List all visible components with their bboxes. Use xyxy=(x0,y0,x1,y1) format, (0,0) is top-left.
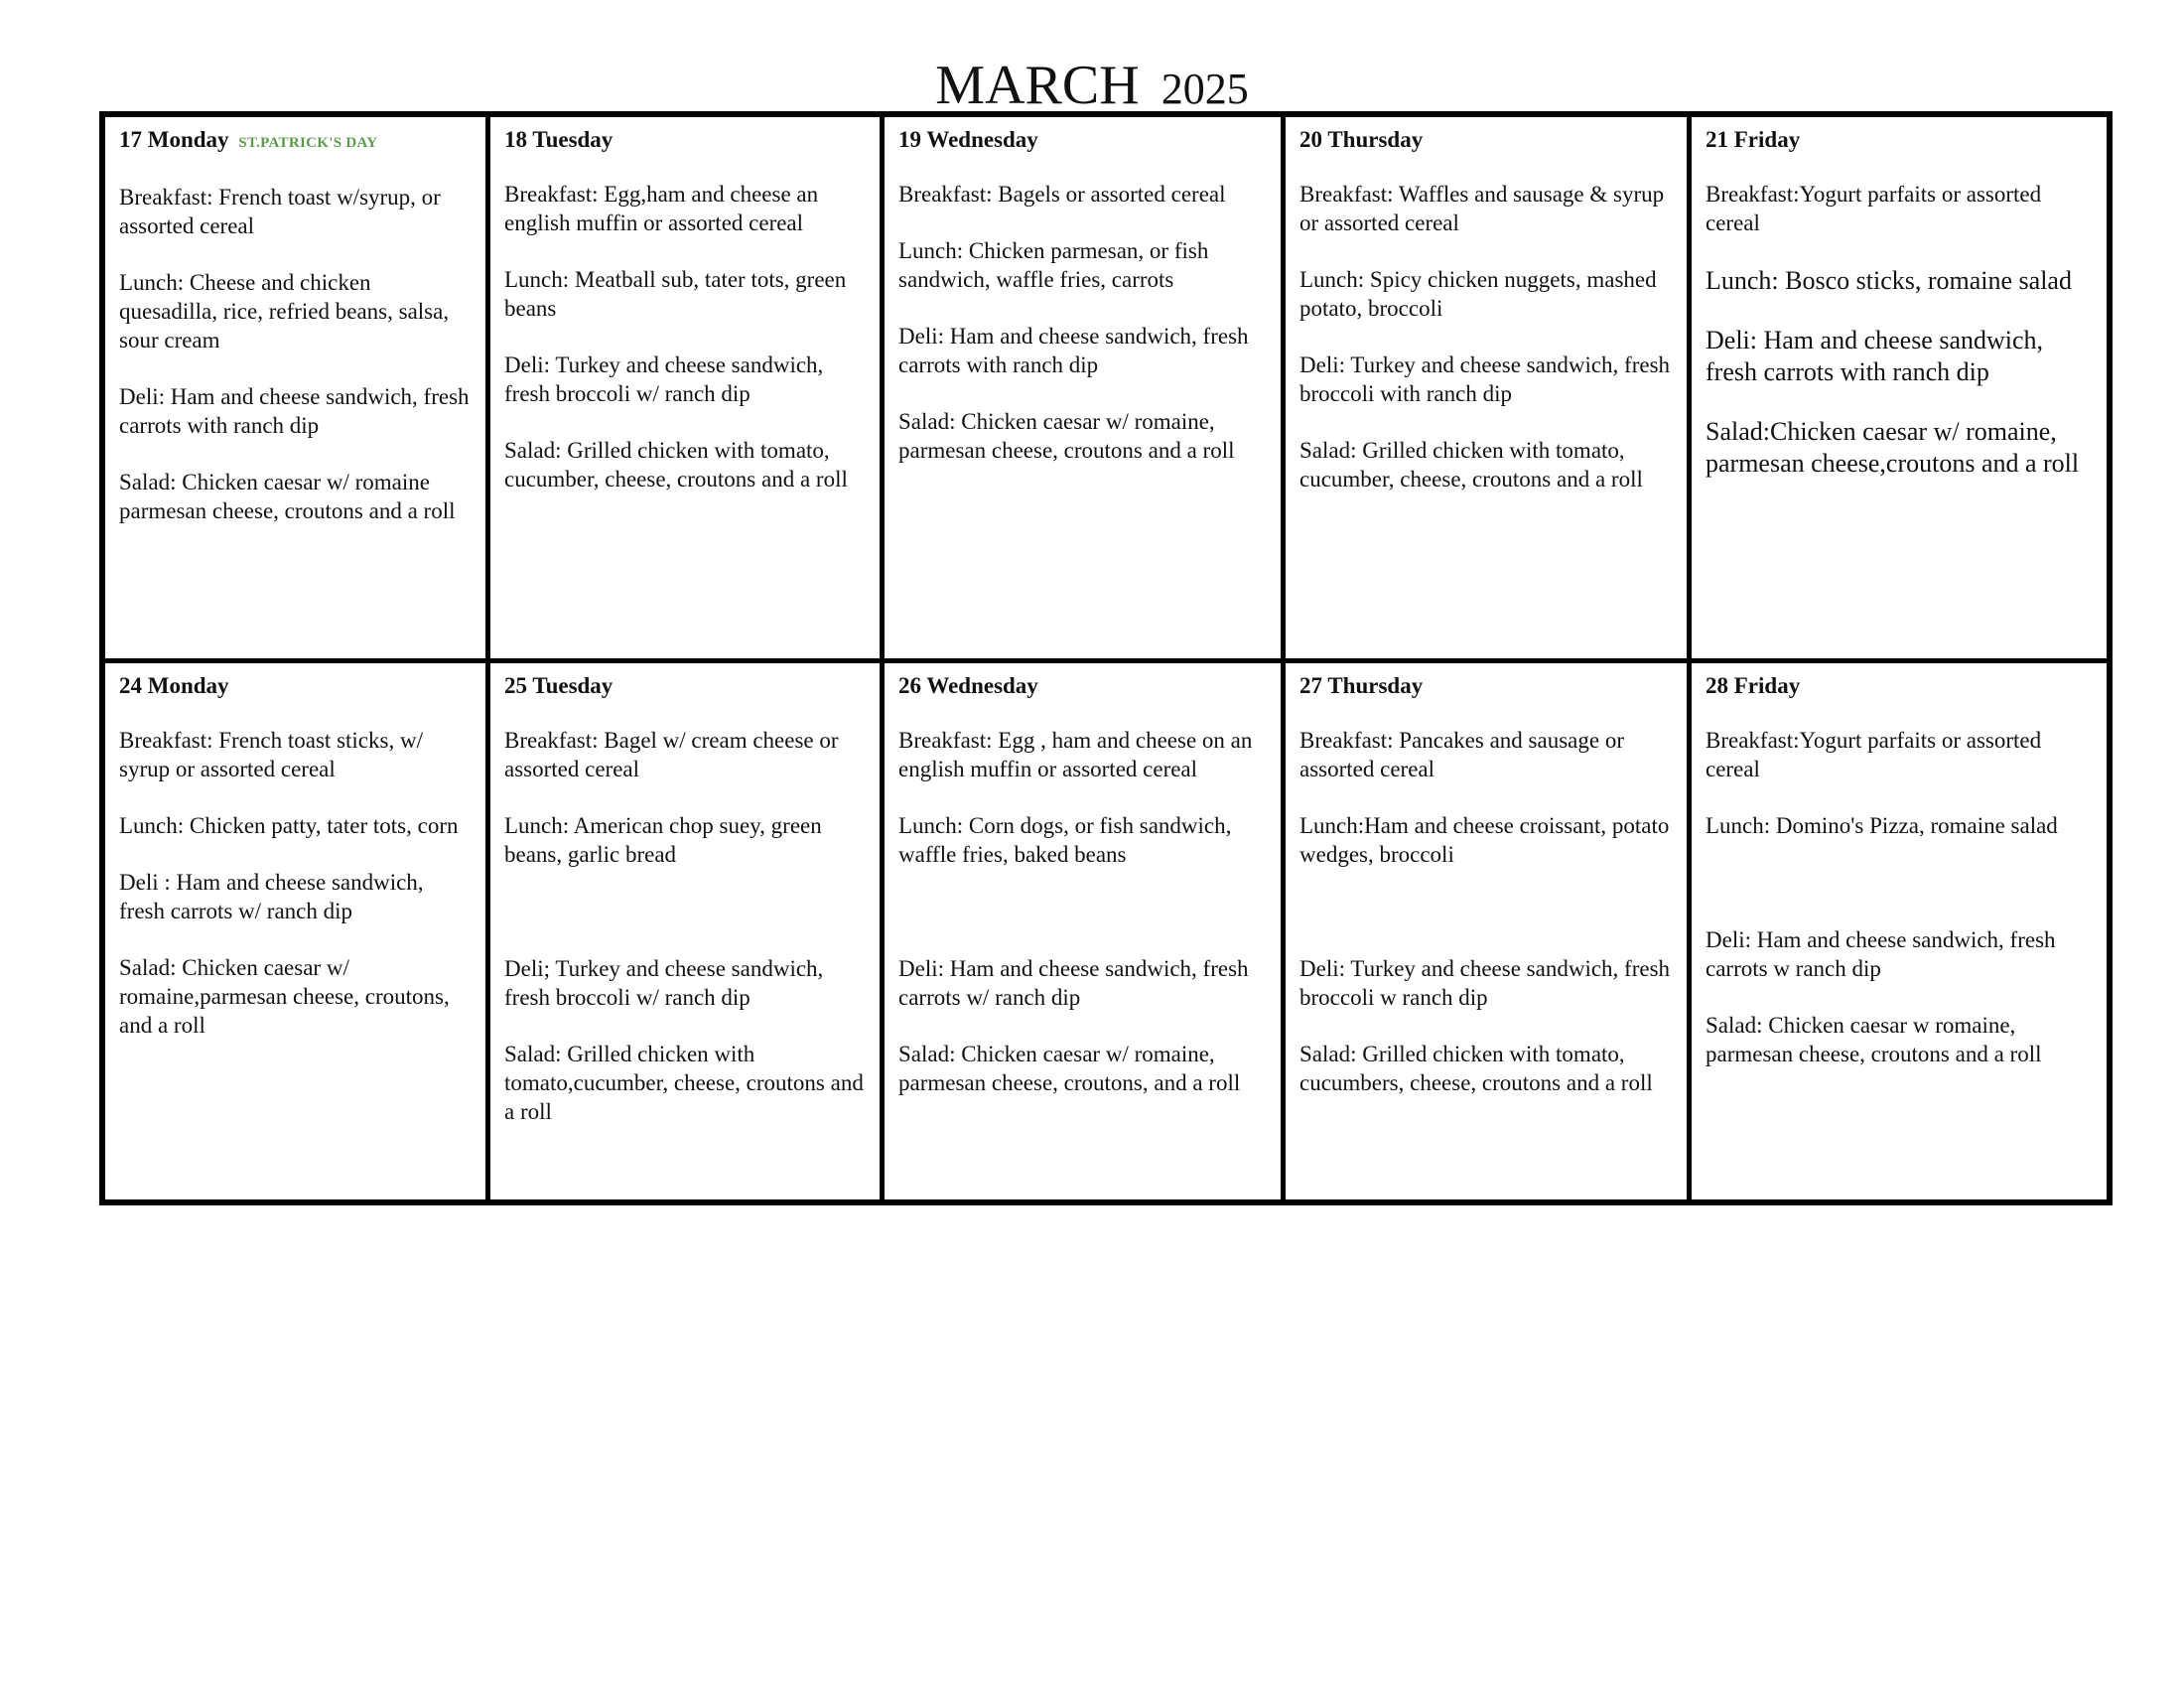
deli-text: Deli: Turkey and cheese sandwich, fresh broccoli with ranch dip xyxy=(1299,352,1671,406)
salad-text: Salad: Chicken caesar w/ romaine, parmesan cheese, croutons, and a roll xyxy=(898,1042,1241,1095)
day-header xyxy=(898,125,1267,155)
breakfast-text: Breakfast: Pancakes and sausage or assorted cereal xyxy=(1299,728,1624,781)
lunch-text: Lunch: Chicken patty, tater tots, corn xyxy=(119,813,459,838)
lunch-text: Lunch: Bosco sticks, romaine salad xyxy=(1706,266,2072,295)
day-cell-27 xyxy=(1286,663,1692,1199)
lunch-text: Lunch: Chicken parmesan, or fish sandwich, waffle fries, carrots xyxy=(898,238,1209,292)
deli-text: Deli: Ham and cheese sandwich, fresh carrots with ranch dip xyxy=(119,384,470,438)
spacer xyxy=(1706,868,2093,925)
title-year: 2025 xyxy=(1160,65,1249,113)
holiday-note: ST.PATRICK'S DAY xyxy=(238,135,378,151)
day-cell-20 xyxy=(1286,117,1692,663)
day-header xyxy=(119,671,472,701)
lunch-text: Lunch: American chop suey, green beans, garlic bread xyxy=(504,813,822,867)
day-label: 19 Wednesday xyxy=(898,127,1038,152)
breakfast-text: Breakfast: Bagels or assorted cereal xyxy=(898,182,1226,207)
deli-text: Deli: Ham and cheese sandwich, fresh carrots w ranch dip xyxy=(1706,927,2056,981)
day-cell-28 xyxy=(1692,663,2107,1199)
breakfast-text: Breakfast:Yogurt parfaits or assorted cereal xyxy=(1706,182,2042,235)
day-header xyxy=(898,671,1267,701)
deli-text: Deli: Ham and cheese sandwich, fresh carrots w/ ranch dip xyxy=(898,956,1249,1010)
deli-text: Deli : Ham and cheese sandwich, fresh carrots w/ ranch dip xyxy=(119,870,424,923)
lunch-text: Lunch: Meatball sub, tater tots, green beans xyxy=(504,267,847,321)
page-title xyxy=(0,56,2184,119)
day-header xyxy=(1706,125,2093,155)
day-header xyxy=(1299,125,1673,155)
lunch-text: Lunch: Corn dogs, or fish sandwich, waffle fries, baked beans xyxy=(898,813,1232,867)
day-header xyxy=(1299,671,1673,701)
day-label: 24 Monday xyxy=(119,673,229,698)
breakfast-text: Breakfast: French toast w/syrup, or assorted cereal xyxy=(119,185,441,238)
day-cell-18 xyxy=(490,117,885,663)
day-cell-24 xyxy=(105,663,490,1199)
title-month: MARCH xyxy=(935,55,1140,116)
lunch-text: Lunch: Spicy chicken nuggets, mashed potato, broccoli xyxy=(1299,267,1657,321)
day-header xyxy=(504,671,866,701)
breakfast-text: Breakfast: Bagel w/ cream cheese or assorted cereal xyxy=(504,728,839,781)
day-header xyxy=(504,125,866,155)
day-cell-17 xyxy=(105,117,490,663)
day-label: 26 Wednesday xyxy=(898,673,1038,698)
deli-text: Deli: Turkey and cheese sandwich, fresh broccoli w/ ranch dip xyxy=(504,352,824,406)
day-label: 25 Tuesday xyxy=(504,673,614,698)
deli-text: Deli; Turkey and cheese sandwich, fresh broccoli w/ ranch dip xyxy=(504,956,824,1010)
lunch-text: Lunch: Domino's Pizza, romaine salad xyxy=(1706,813,2058,838)
day-label: 28 Friday xyxy=(1706,673,1801,698)
day-label: 21 Friday xyxy=(1706,127,1801,152)
breakfast-text: Breakfast: Waffles and sausage & syrup or assorted cereal xyxy=(1299,182,1665,235)
salad-text: Salad: Chicken caesar w romaine, parmesan cheese, croutons and a roll xyxy=(1706,1013,2042,1066)
lunch-text: Lunch: Cheese and chicken quesadilla, rice, refried beans, salsa, sour cream xyxy=(119,270,450,352)
deli-text: Deli: Ham and cheese sandwich, fresh carrots with ranch dip xyxy=(1706,326,2044,386)
salad-text: Salad: Chicken caesar w/ romaine parmesan cheese, croutons and a roll xyxy=(119,470,456,523)
menu-calendar-grid xyxy=(99,111,2113,1205)
salad-text: Salad: Grilled chicken with tomato, cucumber, cheese, croutons and a roll xyxy=(1299,438,1643,492)
day-header xyxy=(119,125,472,158)
breakfast-text: Breakfast: Egg,ham and cheese an english muffin or assorted cereal xyxy=(504,182,819,235)
day-label: 17 Monday xyxy=(119,127,229,152)
salad-text: Salad: Grilled chicken with tomato,cucumber, cheese, croutons and a roll xyxy=(504,1042,864,1124)
day-label: 18 Tuesday xyxy=(504,127,614,152)
day-cell-21 xyxy=(1692,117,2107,663)
spacer xyxy=(1299,897,1673,954)
day-label: 27 Thursday xyxy=(1299,673,1424,698)
salad-text: Salad: Chicken caesar w/ romaine,parmesan cheese, croutons, and a roll xyxy=(119,955,450,1038)
lunch-text: Lunch:Ham and cheese croissant, potato wedges, broccoli xyxy=(1299,813,1670,867)
day-header xyxy=(1706,671,2093,701)
breakfast-text: Breakfast: French toast sticks, w/ syrup or assorted cereal xyxy=(119,728,423,781)
salad-text: Salad: Grilled chicken with tomato, cucumbers, cheese, croutons and a roll xyxy=(1299,1042,1653,1095)
breakfast-text: Breakfast: Egg , ham and cheese on an english muffin or assorted cereal xyxy=(898,728,1253,781)
salad-text: Salad: Grilled chicken with tomato, cucumber, cheese, croutons and a roll xyxy=(504,438,848,492)
day-cell-25 xyxy=(490,663,885,1199)
deli-text: Deli: Ham and cheese sandwich, fresh carrots with ranch dip xyxy=(898,324,1249,377)
spacer xyxy=(504,897,866,954)
spacer xyxy=(898,897,1267,954)
day-label: 20 Thursday xyxy=(1299,127,1424,152)
salad-text: Salad:Chicken caesar w/ romaine, parmesan cheese,croutons and a roll xyxy=(1706,417,2080,478)
day-cell-19 xyxy=(885,117,1286,663)
breakfast-text: Breakfast:Yogurt parfaits or assorted cereal xyxy=(1706,728,2042,781)
salad-text: Salad: Chicken caesar w/ romaine, parmesan cheese, croutons and a roll xyxy=(898,409,1235,463)
day-cell-26 xyxy=(885,663,1286,1199)
deli-text: Deli: Turkey and cheese sandwich, fresh broccoli w ranch dip xyxy=(1299,956,1671,1010)
